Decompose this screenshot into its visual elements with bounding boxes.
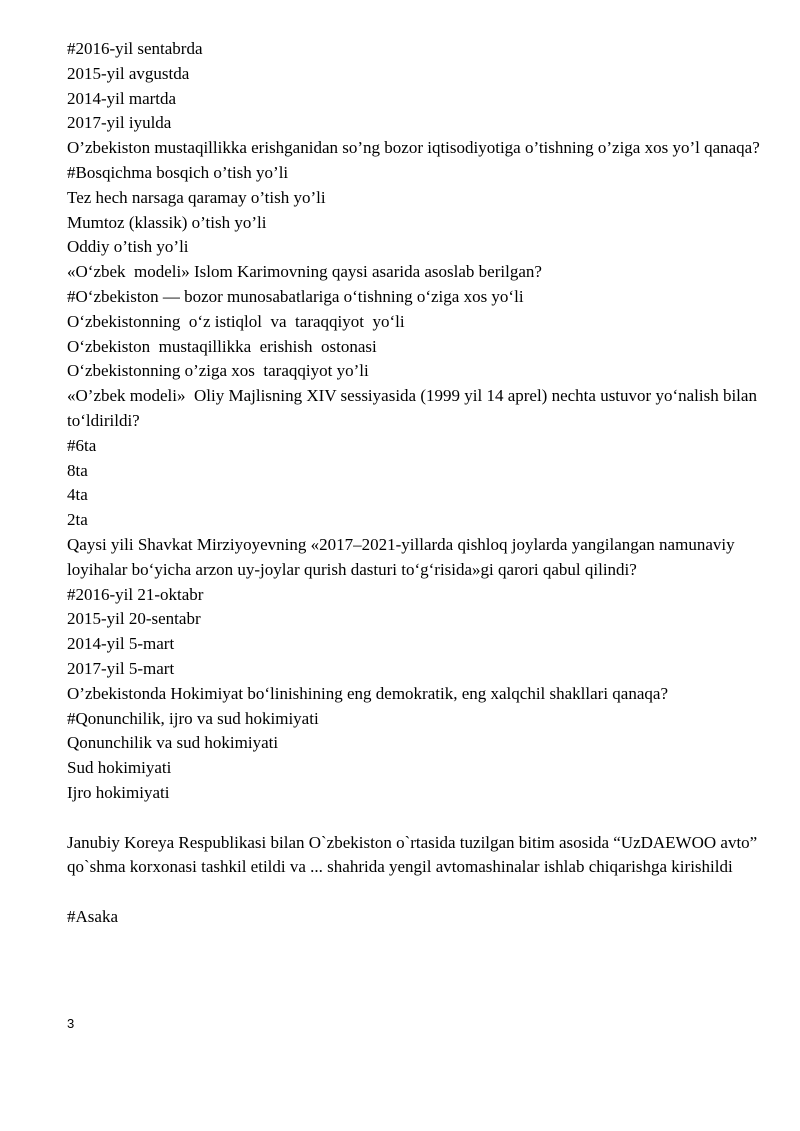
text-line: Qonunchilik va sud hokimiyati bbox=[67, 733, 279, 753]
text-line: #Qonunchilik, ijro va sud hokimiyati bbox=[67, 708, 319, 728]
text-line: Ijro hokimiyati bbox=[67, 782, 170, 802]
text-line: 2ta bbox=[67, 510, 88, 530]
text-line: O‘zbekistonning o‘z istiqlol va taraqqiyot yo‘li bbox=[67, 311, 405, 331]
page-number: 3 bbox=[67, 1016, 75, 1031]
blank-line bbox=[67, 806, 767, 831]
text-line: #Bosqichma bosqich o’tish yo’li bbox=[67, 162, 289, 182]
text-line: O’zbekistonda Hokimiyat bo‘linishining eng demokratik, eng xalqchil shakllari qanaqa? bbox=[67, 683, 668, 703]
text-line: #O‘zbekiston — bozor munosabatlariga o‘tishning o‘ziga xos yo‘li bbox=[67, 286, 524, 306]
document-body bbox=[67, 37, 767, 930]
text-line: #2016-yil sentabrda bbox=[67, 39, 203, 58]
text-line: O‘zbekistonning o’ziga xos taraqqiyot yo’li bbox=[67, 361, 369, 381]
text-line: «O‘zbek modeli» Islom Karimovning qaysi asarida asoslab berilgan? bbox=[67, 262, 542, 282]
blank-line bbox=[67, 880, 767, 905]
text-line: #2016-yil 21-oktabr bbox=[67, 584, 204, 604]
text-line: 2015-yil avgustda bbox=[67, 63, 190, 83]
text-line: «O’zbek modeli» Oliy Majlisning XIV sessiyasida (1999 yil 14 aprel) nechta ustuvor yo‘nalish bilan to‘ldirildi? bbox=[67, 386, 762, 430]
text-line: 2017-yil 5-mart bbox=[67, 658, 175, 678]
text-line: 4ta bbox=[67, 485, 88, 505]
text-line: O‘zbekiston mustaqillikka erishish ostonasi bbox=[67, 336, 377, 356]
text-line: 2015-yil 20-sentabr bbox=[67, 609, 201, 629]
text-line: Mumtoz (klassik) o’tish yo’li bbox=[67, 212, 267, 232]
text-line: 2017-yil iyulda bbox=[67, 113, 172, 133]
text-line: #6ta bbox=[67, 435, 97, 455]
text-line: 2014-yil martda bbox=[67, 88, 177, 108]
text-line: 8ta bbox=[67, 460, 88, 480]
text-line: Qaysi yili Shavkat Mirziyoyevning «2017–2021-yillarda qishloq joylarda yangilangan namunaviy loyihalar bo‘yicha arzon uy-joylar qurish dasturi to‘g‘risida»gi qarori qabul qilindi? bbox=[67, 534, 739, 579]
text-line: #Asaka bbox=[67, 906, 118, 926]
text-line: 2014-yil 5-mart bbox=[67, 634, 175, 654]
text-line: Janubiy Koreya Respublikasi bilan O`zbekiston o`rtasida tuzilgan bitim asosida “UzDAEWOO avto” qo`shma korxonasi tashkil etildi va ... shahrida yengil avtomashinalar ishlab chiqarishga kirishildi bbox=[67, 832, 762, 877]
text-line: Oddiy o’tish yo’li bbox=[67, 237, 189, 257]
text-line: Sud hokimiyati bbox=[67, 758, 172, 778]
text-line: Tez hech narsaga qaramay o’tish yo’li bbox=[67, 187, 326, 207]
text-line: O’zbekiston mustaqillikka erishganidan so’ng bozor iqtisodiyotiga o’tishning o’ziga xos yo’l qanaqa? bbox=[67, 138, 760, 158]
